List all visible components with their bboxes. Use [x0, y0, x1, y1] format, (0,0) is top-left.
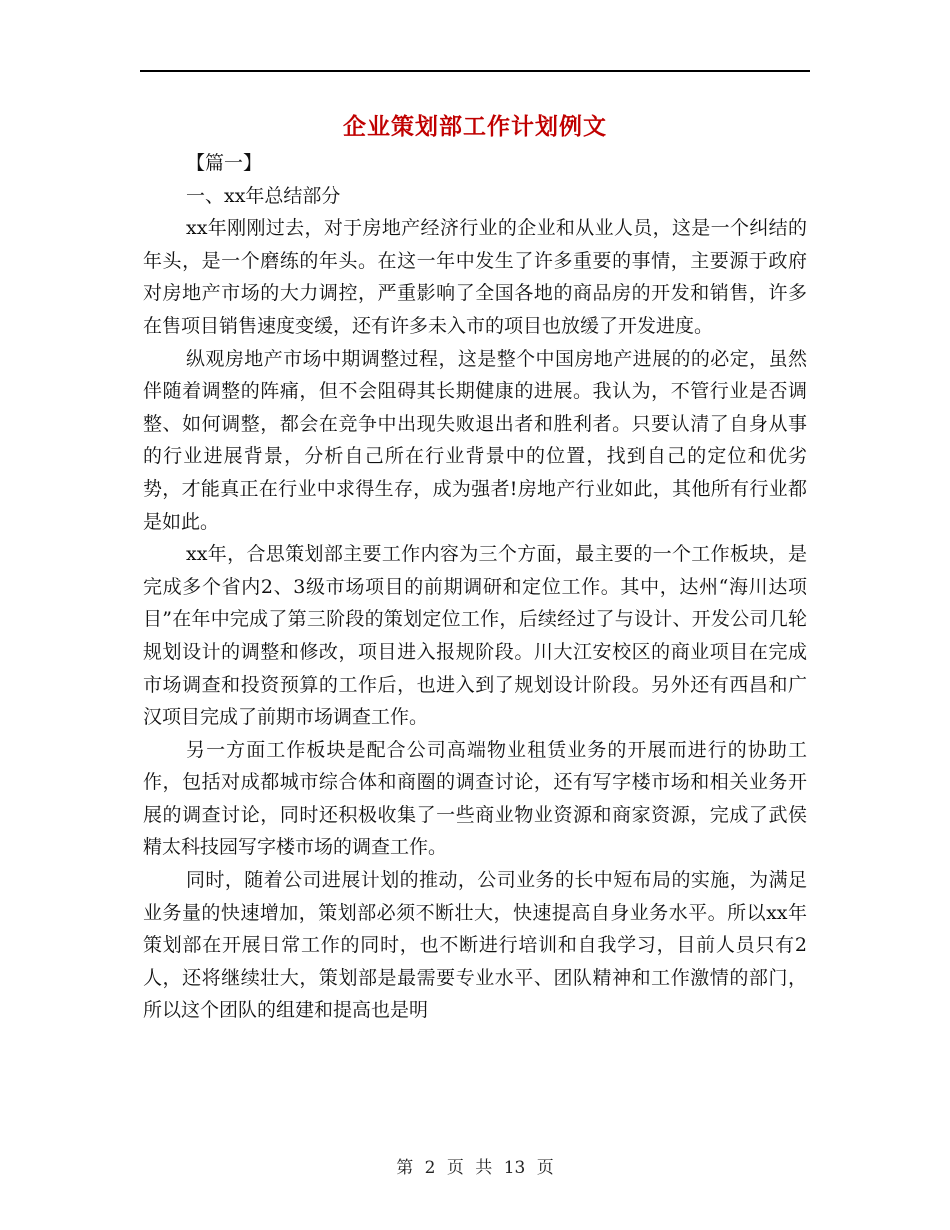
body-paragraph-5: 同时，随着公司进展计划的推动，公司业务的长中短布局的实施，为满足业务量的快速增加，策划部必须不断壮大，快速提高自身业务水平。所以xx年策划部在开展日常工作的同时，也不断进行培训和自我学习，目前人员只有2人，还将继续壮大，策划部是最需要专业水平、团队精神和工作激情的部门，所以这个团队的组建和提高也是明 [143, 869, 807, 1022]
document-title: 企业策划部工作计划例文 [343, 113, 607, 140]
body-paragraph-3: xx年，合思策划部主要工作内容为三个方面，最主要的一个工作板块，是完成多个省内2、3级市场项目的前期调研和定位工作。其中，达州“海川达项目”在年中完成了第三阶段的策划定位工作，后续经过了与设计、开发公司几轮规划设计的调整和修改，项目进入报规阶段。川大江安校区的商业项目在完成市场调查和投资预算的工作后，也进入到了规划设计阶段。另外还有西昌和广汉项目完成了前期市场调查工作。 [143, 543, 807, 729]
body-paragraph-4: 另一方面工作板块是配合公司高端物业租赁业务的开展而进行的协助工作，包括对成都城市综合体和商圈的调查讨论，还有写字楼市场和相关业务开展的调查讨论，同时还积极收集了一些商业物业资源和商家资源，完成了武侯精太科技园写字楼市场的调查工作。 [143, 738, 807, 859]
body-paragraph-1: xx年刚刚过去，对于房地产经济行业的企业和从业人员，这是一个纠结的年头，是一个磨练的年头。在这一年中发生了许多重要的事情，主要源于政府对房地产市场的大力调控，严重影响了全国各地的商品房的开发和销售，许多在售项目销售速度变缓，还有许多未入市的项目也放缓了开发进度。 [143, 217, 807, 337]
body-paragraph-2: 纵观房地产市场中期调整过程，这是整个中国房地产进展的的必定，虽然伴随着调整的阵痛，但不会阻碍其长期健康的进展。我认为，不管行业是否调整、如何调整，都会在竞争中出现失败退出者和胜利者。只要认清了自身从事的行业进展背景，分析自己所在行业背景中的位置，找到自己的定位和优劣势，才能真正在行业中求得生存，成为强者!房地产行业如此，其他所有行业都是如此。 [143, 347, 807, 533]
section-heading: 一、xx年总结部分 [186, 184, 341, 207]
header-rule [140, 70, 810, 72]
page-number-footer: 第 2 页 共 13 页 [396, 1158, 554, 1178]
document-body [143, 147, 807, 1027]
section-marker: 【篇一】 [186, 152, 263, 174]
